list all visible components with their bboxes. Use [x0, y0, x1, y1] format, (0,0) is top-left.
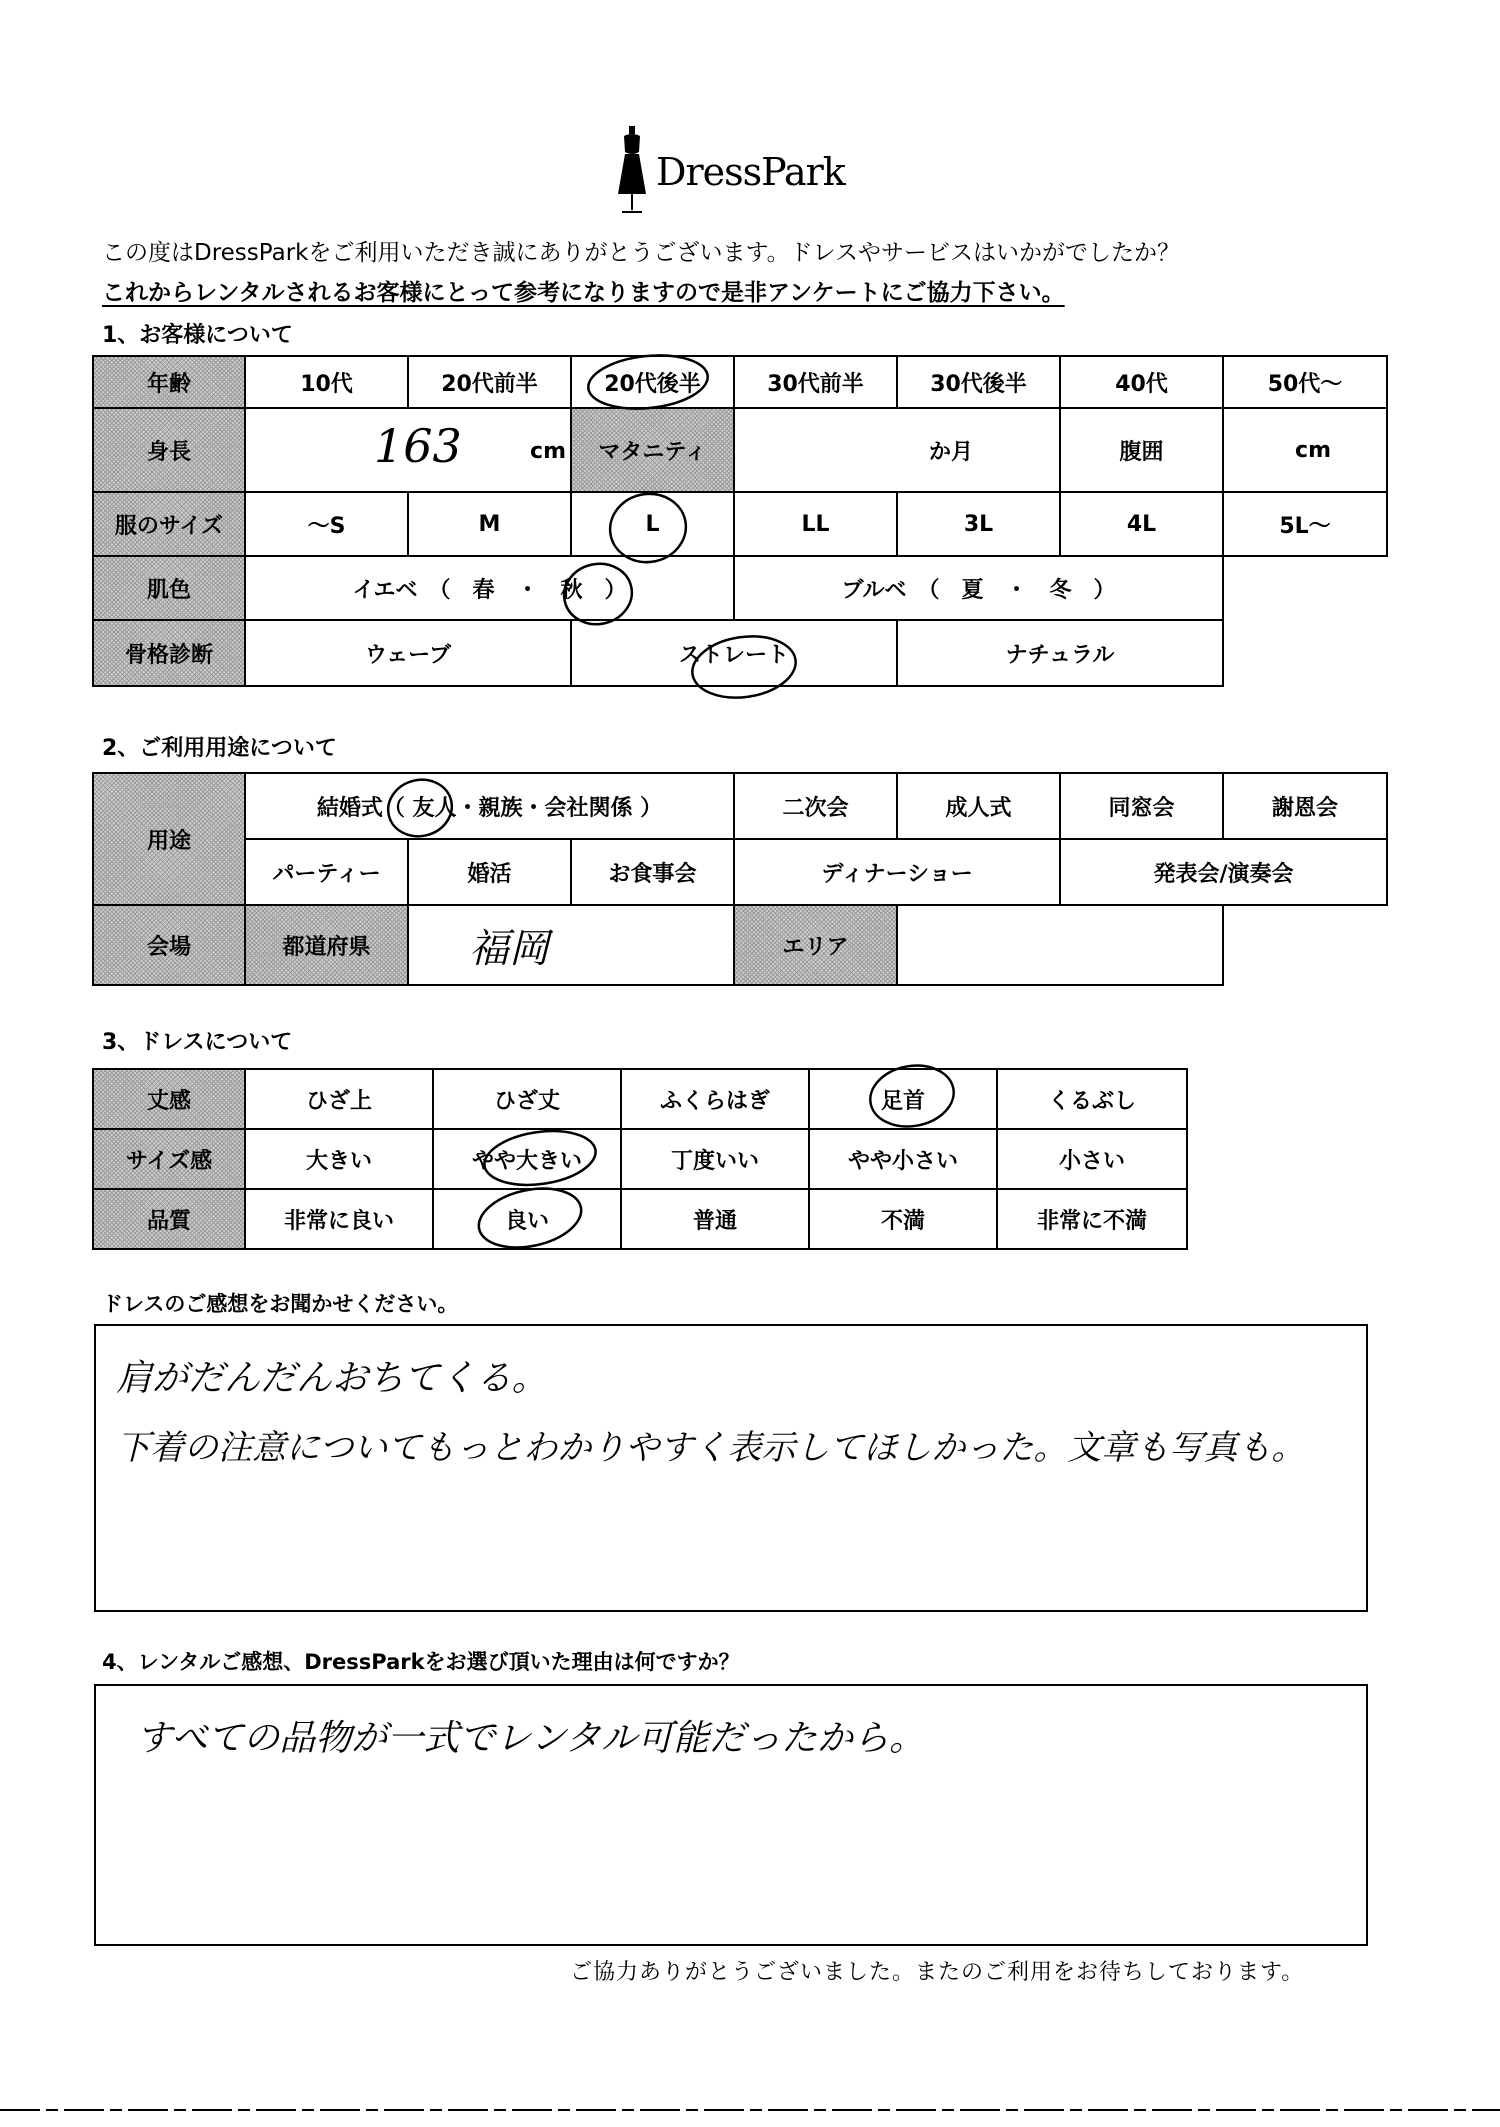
waist-unit: cm — [1295, 437, 1331, 463]
fit-option[interactable]: 丁度いい — [621, 1129, 809, 1189]
fit-option[interactable]: 小さい — [997, 1129, 1187, 1189]
waist-label: 腹囲 — [1060, 408, 1223, 492]
height-unit: cm — [530, 439, 566, 464]
age-option[interactable]: 30代後半 — [897, 356, 1060, 408]
usage-selection-circle — [382, 773, 458, 843]
age-label: 年齢 — [93, 356, 245, 408]
size-option[interactable]: 4L — [1060, 492, 1223, 556]
maternity-label: マタニティ — [571, 408, 734, 492]
fit-label: サイズ感 — [93, 1129, 245, 1189]
age-option[interactable]: 40代 — [1060, 356, 1223, 408]
section-3-title: 3、ドレスについて — [102, 1030, 293, 1055]
length-option[interactable]: くるぶし — [997, 1069, 1187, 1129]
usage-option[interactable]: 発表会/演奏会 — [1060, 839, 1387, 905]
quality-option[interactable]: 非常に不満 — [997, 1189, 1187, 1249]
size-label: 服のサイズ — [93, 492, 245, 556]
venue-label: 会場 — [93, 905, 245, 985]
size-option[interactable]: 3L — [897, 492, 1060, 556]
impressions-title: ドレスのご感想をお聞かせください。 — [102, 1292, 459, 1316]
body-type-label: 骨格診断 — [93, 620, 245, 686]
age-option[interactable]: 30代前半 — [734, 356, 897, 408]
age-option[interactable]: 10代 — [245, 356, 408, 408]
height-label: 身長 — [93, 408, 245, 492]
skin-blue-base[interactable]: ブルベ （ 夏 ・ 冬 ） — [734, 556, 1223, 620]
fit-selection-circle — [481, 1124, 599, 1191]
section-2-title: 2、ご利用用途について — [102, 736, 337, 761]
size-option[interactable]: 5L～ — [1223, 492, 1387, 556]
skin-label: 肌色 — [93, 556, 245, 620]
section-1-title: 1、お客様について — [102, 323, 293, 348]
length-option-selected[interactable]: 足首 — [809, 1069, 997, 1129]
length-option[interactable]: ふくらはぎ — [621, 1069, 809, 1129]
usage-label: 用途 — [93, 773, 245, 905]
quality-label: 品質 — [93, 1189, 245, 1249]
quality-option[interactable]: 普通 — [621, 1189, 809, 1249]
usage-option[interactable]: 同窓会 — [1060, 773, 1223, 839]
body-type-option-selected[interactable]: ストレート — [571, 620, 897, 686]
length-option[interactable]: ひざ上 — [245, 1069, 433, 1129]
impressions-line-1: 肩がだんだんおちてくる。 — [116, 1358, 548, 1399]
fit-option[interactable]: 大きい — [245, 1129, 433, 1189]
size-option[interactable]: LL — [734, 492, 897, 556]
area-label: エリア — [734, 905, 897, 985]
scan-edge-line — [0, 2107, 1500, 2113]
age-option[interactable]: 20代前半 — [408, 356, 571, 408]
fit-option[interactable]: やや小さい — [809, 1129, 997, 1189]
usage-wedding[interactable]: 結婚式（ 友人・親族・会社関係 ） — [245, 773, 734, 839]
months-unit: か月 — [928, 439, 973, 465]
height-value: 163 — [374, 419, 462, 473]
impressions-line-2: 下着の注意についてもっとわかりやすく表示してほしかった。文章も写真も。 — [116, 1428, 1306, 1468]
body-type-selection-circle — [688, 630, 799, 704]
skin-selection-circle — [559, 558, 638, 631]
logo-text: DressPark — [656, 150, 845, 194]
usage-option[interactable]: 婚活 — [408, 839, 571, 905]
size-selection-circle — [605, 488, 692, 568]
usage-option[interactable]: 成人式 — [897, 773, 1060, 839]
usage-option[interactable]: 二次会 — [734, 773, 897, 839]
intro-text: この度はDressParkをご利用いただき誠にありがとうございます。ドレスやサービスはいかがでしたか？ — [102, 240, 1180, 266]
size-option[interactable]: M — [408, 492, 571, 556]
length-label: 丈感 — [93, 1069, 245, 1129]
usage-option[interactable]: お食事会 — [571, 839, 734, 905]
age-option-selected[interactable]: 20代後半 — [571, 356, 734, 408]
quality-option[interactable]: 不満 — [809, 1189, 997, 1249]
reason-answer: すべての品物が一式でレンタル可能だったから。 — [136, 1718, 925, 1759]
footer-thanks: ご協力ありがとうございました。またのご利用をお待ちしております。 — [570, 1960, 1305, 1985]
prefecture-value: 福岡 — [469, 925, 549, 972]
quality-option[interactable]: 非常に良い — [245, 1189, 433, 1249]
usage-option[interactable]: 謝恩会 — [1223, 773, 1387, 839]
age-option[interactable]: 50代～ — [1223, 356, 1387, 408]
intro-request: これからレンタルされるお客様にとって参考になりますので是非アンケートにご協力下さい。 — [102, 280, 1065, 306]
prefecture-label: 都道府県 — [245, 905, 408, 985]
length-selection-circle — [865, 1059, 958, 1133]
quality-option-selected[interactable]: 良い — [433, 1189, 621, 1249]
age-selection-circle — [586, 350, 711, 414]
usage-option[interactable]: パーティー — [245, 839, 408, 905]
size-option-selected[interactable]: L — [571, 492, 734, 556]
size-option[interactable]: ～S — [245, 492, 408, 556]
fit-option-selected[interactable]: やや大きい — [433, 1129, 621, 1189]
skin-yellow-base[interactable]: イエベ （ 春 ・ 秋 ） — [245, 556, 734, 620]
body-type-option[interactable]: ナチュラル — [897, 620, 1223, 686]
body-type-option[interactable]: ウェーブ — [245, 620, 571, 686]
quality-selection-circle — [473, 1180, 586, 1256]
section-4-title: 4、レンタルご感想、DressParkをお選び頂いた理由は何ですか？ — [102, 1650, 740, 1674]
length-option[interactable]: ひざ丈 — [433, 1069, 621, 1129]
usage-option[interactable]: ディナーショー — [734, 839, 1060, 905]
